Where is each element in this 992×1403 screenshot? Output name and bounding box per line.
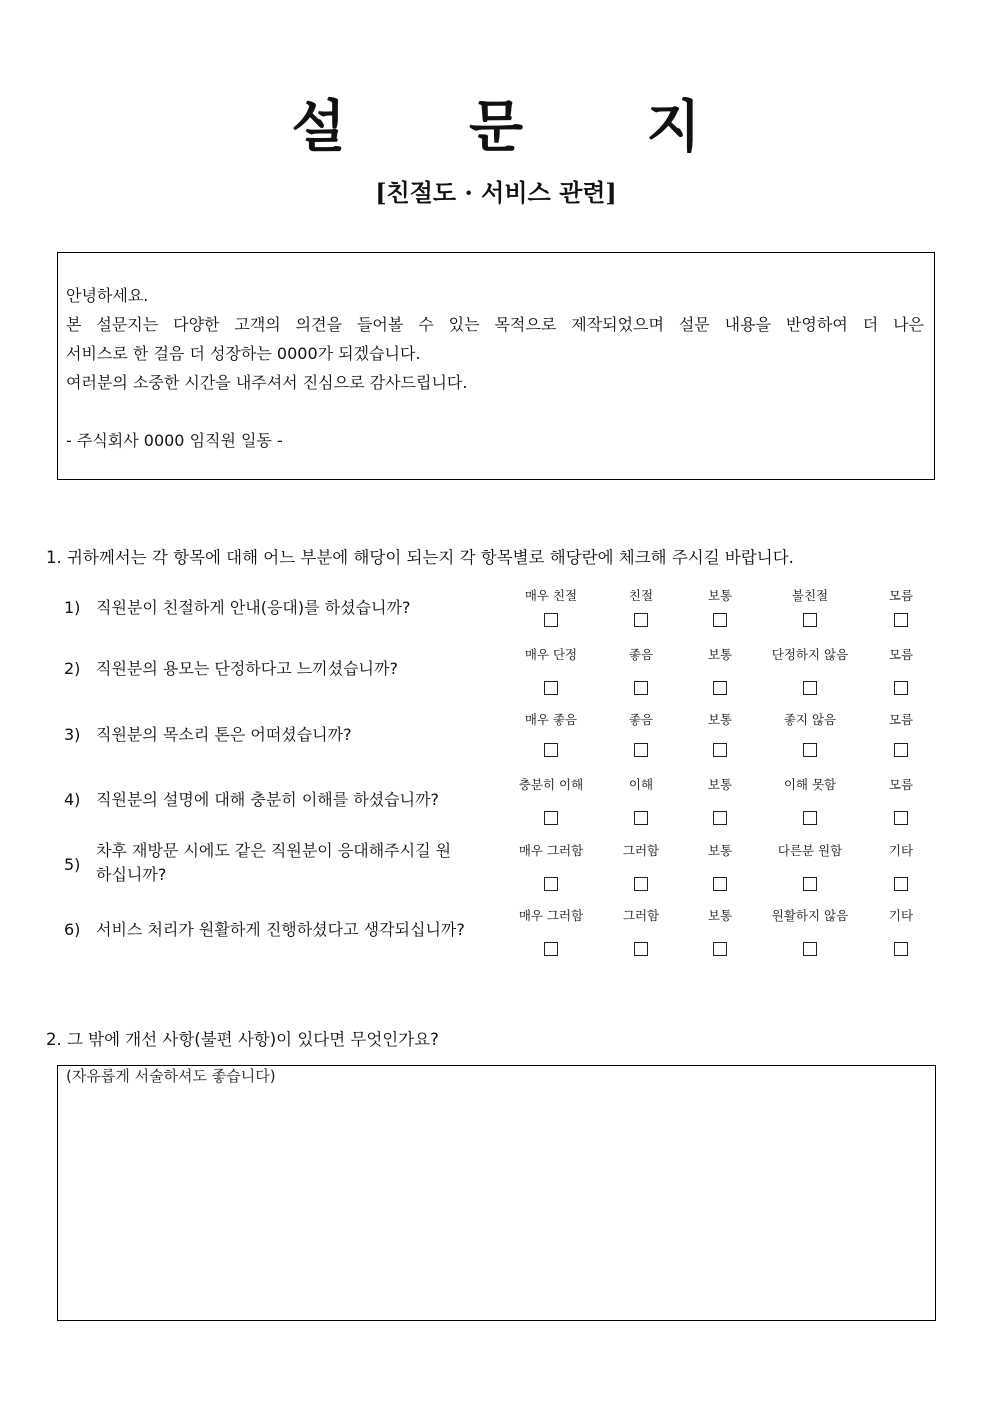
option-label: 모름	[888, 777, 914, 792]
checkbox[interactable]	[803, 811, 817, 825]
option-label: 이해	[628, 777, 654, 792]
option-label: 불친절	[791, 588, 829, 603]
intro-box	[57, 252, 935, 480]
option-label: 보통	[707, 908, 733, 923]
option-label: 매우 좋음	[524, 712, 578, 727]
option-label: 보통	[707, 843, 733, 858]
question-number: 4)	[64, 790, 81, 809]
question-number: 6)	[64, 920, 81, 939]
question-number: 5)	[64, 855, 81, 874]
option-label: 보통	[707, 588, 733, 603]
checkbox[interactable]	[894, 811, 908, 825]
intro-line-1: 본 설문지는 다양한 고객의 의견을 들어볼 수 있는 목적으로 제작되었으며 설문 내용을 반영하여 더 나은	[66, 315, 924, 334]
option-label: 보통	[707, 712, 733, 727]
option-label: 친절	[628, 588, 654, 603]
checkbox[interactable]	[544, 681, 558, 695]
option-label: 모름	[888, 647, 914, 662]
question-text: 차후 재방문 시에도 같은 직원분이 응대해주시길 원하십니까?	[96, 841, 452, 884]
option-label: 모름	[888, 588, 914, 603]
checkbox[interactable]	[544, 942, 558, 956]
checkbox[interactable]	[713, 942, 727, 956]
checkbox[interactable]	[544, 877, 558, 891]
option-label: 단정하지 않음	[771, 647, 849, 662]
option-label: 매우 그러함	[518, 908, 584, 923]
checkbox[interactable]	[634, 681, 648, 695]
question-text: 직원분의 용모는 단정하다고 느끼셨습니까?	[96, 659, 398, 678]
option-label: 매우 친절	[524, 588, 578, 603]
checkbox[interactable]	[634, 811, 648, 825]
checkbox[interactable]	[634, 613, 648, 627]
checkbox[interactable]	[713, 811, 727, 825]
checkbox[interactable]	[803, 613, 817, 627]
option-label: 보통	[707, 777, 733, 792]
option-label: 좋지 않음	[783, 712, 837, 727]
answer-placeholder: (자유롭게 서술하셔도 좋습니다)	[66, 1067, 276, 1085]
option-label: 보통	[707, 647, 733, 662]
checkbox[interactable]	[634, 942, 648, 956]
option-label: 원활하지 않음	[771, 908, 849, 923]
option-label: 좋음	[628, 647, 654, 662]
question-text: 서비스 처리가 원활하게 진행하셨다고 생각되십니까?	[96, 920, 465, 939]
checkbox[interactable]	[894, 877, 908, 891]
free-text-answer-box[interactable]	[57, 1065, 936, 1321]
checkbox[interactable]	[713, 613, 727, 627]
option-label: 그러함	[622, 908, 660, 923]
option-label: 기타	[888, 908, 914, 923]
question-number: 2)	[64, 659, 81, 678]
intro-line-2: 서비스로 한 걸음 더 성장하는 0000가 되겠습니다.	[66, 344, 421, 363]
checkbox[interactable]	[894, 942, 908, 956]
question-text: 직원분이 친절하게 안내(응대)를 하셨습니까?	[96, 598, 411, 617]
checkbox[interactable]	[803, 681, 817, 695]
checkbox[interactable]	[803, 743, 817, 757]
option-label: 좋음	[628, 712, 654, 727]
checkbox[interactable]	[713, 681, 727, 695]
question-number: 1)	[64, 598, 81, 617]
question-number: 3)	[64, 725, 81, 744]
question-text: 직원분의 설명에 대해 충분히 이해를 하셨습니까?	[96, 790, 440, 809]
option-label: 그러함	[622, 843, 660, 858]
intro-line-3: 여러분의 소중한 시간을 내주셔서 진심으로 감사드립니다.	[66, 373, 468, 392]
checkbox[interactable]	[634, 877, 648, 891]
document-subtitle: [친절도 · 서비스 관련]	[375, 178, 617, 207]
intro-signature: - 주식회사 0000 임직원 일동 -	[66, 431, 283, 450]
option-label: 모름	[888, 712, 914, 727]
option-label: 이해 못함	[783, 777, 837, 792]
option-label: 충분히 이해	[518, 777, 584, 792]
option-label: 다른분 원함	[777, 843, 843, 858]
checkbox[interactable]	[894, 743, 908, 757]
option-label: 매우 단정	[524, 647, 578, 662]
checkbox[interactable]	[803, 942, 817, 956]
checkbox[interactable]	[713, 877, 727, 891]
section2-heading: 2. 그 밖에 개선 사항(불편 사항)이 있다면 무엇인가요?	[46, 1030, 439, 1049]
checkbox[interactable]	[544, 613, 558, 627]
question-text: 직원분의 목소리 톤은 어떠셨습니까?	[96, 725, 352, 744]
option-label: 매우 그러함	[518, 843, 584, 858]
intro-greeting: 안녕하세요.	[66, 286, 149, 305]
intro-spacer	[66, 397, 924, 426]
document-title: 설 문 지	[291, 94, 753, 160]
section1-heading: 1. 귀하께서는 각 항목에 대해 어느 부분에 해당이 되는지 각 항목별로 해당란에 체크해 주시길 바랍니다.	[46, 548, 794, 567]
checkbox[interactable]	[713, 743, 727, 757]
checkbox[interactable]	[544, 743, 558, 757]
option-label: 기타	[888, 843, 914, 858]
checkbox[interactable]	[634, 743, 648, 757]
checkbox[interactable]	[544, 811, 558, 825]
checkbox[interactable]	[894, 681, 908, 695]
checkbox[interactable]	[803, 877, 817, 891]
checkbox[interactable]	[894, 613, 908, 627]
